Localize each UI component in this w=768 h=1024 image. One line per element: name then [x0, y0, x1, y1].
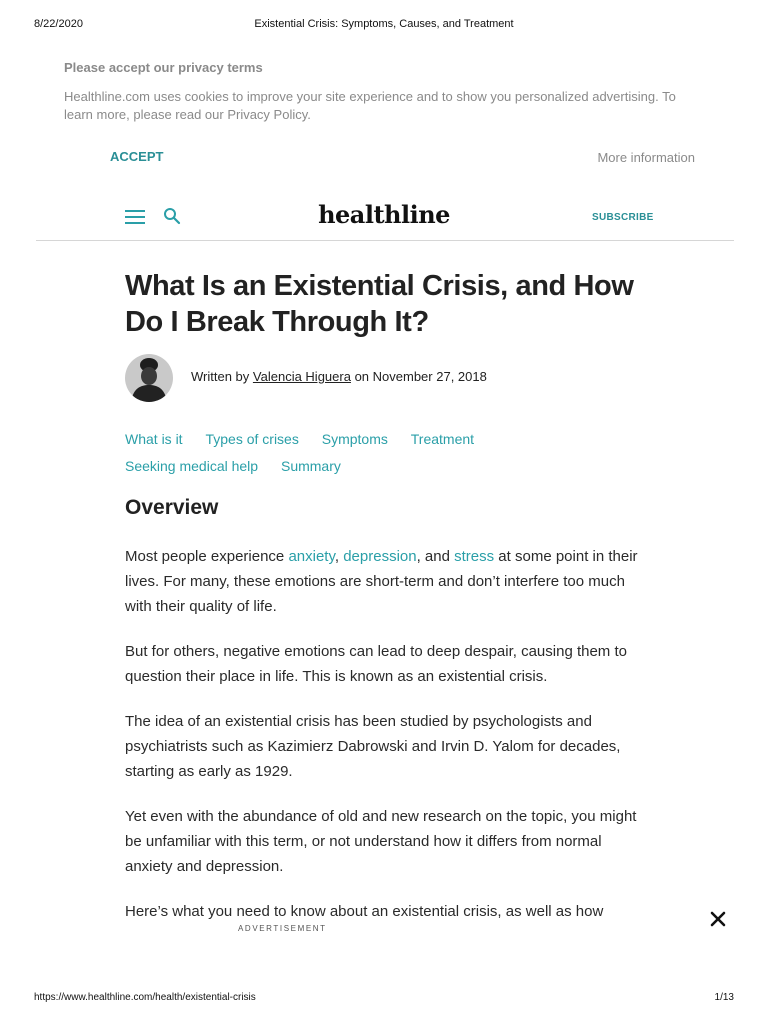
- toc-symptoms[interactable]: Symptoms: [321, 431, 388, 447]
- toc-summary[interactable]: Summary: [280, 458, 341, 474]
- toc-types-of-crises[interactable]: Types of crises: [205, 431, 299, 447]
- p1-text-c: , and: [416, 548, 455, 565]
- subscribe-link[interactable]: SUBSCRIBE: [592, 212, 654, 223]
- link-anxiety[interactable]: anxiety: [288, 548, 335, 565]
- link-depression[interactable]: depression: [343, 548, 417, 565]
- header-divider: [36, 240, 734, 241]
- paragraph-1: [125, 544, 650, 619]
- p1-text-d: at some point in their lives. For many, these emotions are short-term and don’t interfere too much with their quality of life.: [125, 548, 638, 615]
- print-date: 8/22/2020: [34, 18, 83, 30]
- paragraph-4: Yet even with the abundance of old and new research on the topic, you might be unfamiliar with this term, or not understand how it differs from normal anxiety and depression.: [125, 808, 637, 875]
- toc-seeking-medical-help[interactable]: Seeking medical help: [125, 458, 259, 474]
- more-information-link[interactable]: More information: [597, 150, 695, 165]
- byline-date: on November 27, 2018: [354, 369, 487, 384]
- print-title: Existential Crisis: Symptoms, Causes, and Treatment: [254, 18, 514, 30]
- link-stress[interactable]: stress: [454, 548, 495, 565]
- close-icon[interactable]: [708, 909, 728, 929]
- paragraph-3: The idea of an existential crisis has been studied by psychologists and psychiatrists such as Kazimierz Dabrowski and Irvin D. Yalom for decades, starting as early as 1929.: [125, 713, 621, 780]
- section-heading-overview: Overview: [125, 496, 219, 519]
- advertisement-label: ADVERTISEMENT: [238, 924, 327, 933]
- healthline-logo[interactable]: healthline: [318, 200, 450, 229]
- privacy-title: Please accept our privacy terms: [64, 60, 263, 75]
- byline-prefix: Written by: [191, 369, 250, 384]
- paragraph-2: But for others, negative emotions can lead to deep despair, causing them to question their place in life. This is known as an existential crisis.: [125, 643, 627, 685]
- p1-text-b: ,: [334, 548, 344, 565]
- article-headline: What Is an Existential Crisis, and How Do I Break Through It?: [125, 270, 634, 338]
- paragraph-5: Here’s what you need to know about an existential crisis, as well as how: [125, 903, 604, 920]
- table-of-contents: [125, 426, 645, 480]
- toc-treatment[interactable]: Treatment: [410, 431, 475, 447]
- print-url: https://www.healthline.com/health/existential-crisis: [34, 992, 256, 1003]
- byline: [191, 369, 487, 384]
- author-avatar[interactable]: [125, 354, 173, 402]
- toc-what-is-it[interactable]: What is it: [125, 431, 183, 447]
- print-page-number: 1/13: [714, 992, 734, 1003]
- author-link[interactable]: Valencia Higuera: [252, 369, 351, 384]
- privacy-text: Healthline.com uses cookies to improve your site experience and to show you personalized advertising. To learn more, please read our Privacy Policy.: [64, 89, 676, 122]
- p1-text-a: Most people experience: [125, 548, 289, 565]
- accept-button[interactable]: ACCEPT: [110, 149, 164, 164]
